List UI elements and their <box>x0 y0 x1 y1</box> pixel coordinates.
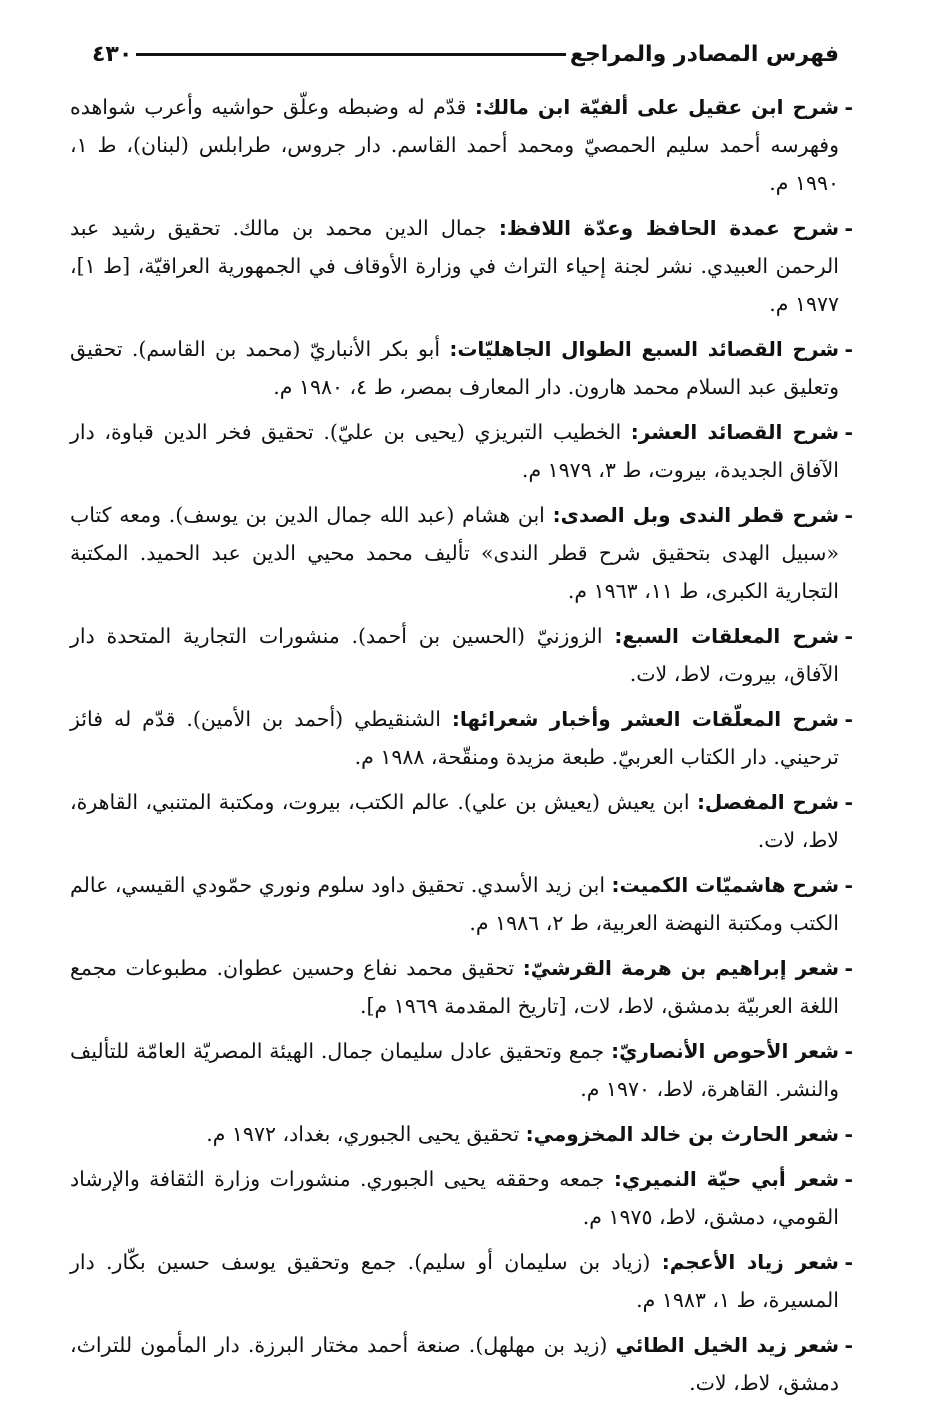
running-header <box>78 34 853 74</box>
bibliography-entry <box>70 617 853 693</box>
page-number: ٤٣٠ <box>92 41 133 67</box>
bibliography-entry <box>70 1115 853 1153</box>
entry-text: جمعه وحققه يحيى الجبوري. منشورات وزارة الثقافة والإرشاد القومي، دمشق، لاط، ١٩٧٥ م. <box>70 1167 839 1229</box>
entry-text: ابن زيد الأسدي. تحقيق داود سلوم ونوري حمّودي القيسي، عالم الكتب ومكتبة النهضة العربية، ط ٢، ١٩٨٦ م. <box>70 873 839 935</box>
bibliography-entry <box>70 88 853 202</box>
bibliography-entry <box>70 1326 853 1402</box>
bibliography-entry <box>70 1243 853 1319</box>
bibliography-entry <box>70 413 853 489</box>
bibliography-entry <box>70 209 853 323</box>
entry-title: شرح ابن عقيل على ألفيّة ابن مالك: <box>474 95 839 119</box>
entry-title: شعر زياد الأعجم: <box>661 1250 839 1274</box>
bibliography-entry <box>70 783 853 859</box>
entry-title: شرح قطر الندى وبل الصدى: <box>552 503 839 527</box>
entry-title: شرح القصائد العشر: <box>630 420 839 444</box>
bibliography-entry <box>70 949 853 1025</box>
bibliography-entry <box>70 330 853 406</box>
entry-text: (زيد بن مهلهل). صنعة أحمد مختار البرزة. دار المأمون للتراث، دمشق، لاط، لات. <box>70 1333 839 1395</box>
bibliography-list <box>70 88 853 1409</box>
entry-text: تحقيق يحيى الجبوري، بغداد، ١٩٧٢ م. <box>206 1122 526 1146</box>
entry-text: جمع وتحقيق عادل سليمان جمال. الهيئة المصريّة العامّة للتأليف والنشر. القاهرة، لاط، ١٩٧٠ م. <box>70 1039 839 1101</box>
entry-text: (زياد بن سليمان أو سليم). جمع وتحقيق يوسف حسين بكّار. دار المسيرة، ط ١، ١٩٨٣ م. <box>70 1250 839 1312</box>
bibliography-entry <box>70 866 853 942</box>
entry-text: الزوزنيّ (الحسين بن أحمد). منشورات التجارية المتحدة دار الآفاق، بيروت، لاط، لات. <box>70 624 839 686</box>
entry-text: تحقيق محمد نفاع وحسين عطوان. مطبوعات مجمع اللغة العربيّة بدمشق، لاط، لات، [تاريخ المقدمة ١٩٦٩ م]. <box>70 956 839 1018</box>
bibliography-entry <box>70 1032 853 1108</box>
entry-title: شعر الحارث بن خالد المخزومي: <box>525 1122 839 1146</box>
entry-title: شرح هاشميّات الكميت: <box>611 873 839 897</box>
bibliography-entry <box>70 496 853 610</box>
header-title: فهرس المصادر والمراجع <box>569 41 839 67</box>
entry-text: جمال الدين محمد بن مالك. تحقيق رشيد عبد الرحمن العبيدي. نشر لجنة إحياء التراث في وزارة الأوقاف في الجمهورية العراقيّة، [ط ١]، ١٩٧٧ م. <box>70 216 839 316</box>
entry-title: شرح القصائد السبع الطوال الجاهليّات: <box>449 337 839 361</box>
entry-text: ابن هشام (عبد الله جمال الدين بن يوسف). ومعه كتاب «سبيل الهدى بتحقيق شرح قطر الندى» تأليف محمد محيي الدين عبد الحميد. المكتبة التجارية الكبرى، ط ١١، ١٩٦٣ م. <box>70 503 839 603</box>
entry-title: شرح المفصل: <box>696 790 839 814</box>
header-rule <box>136 53 566 56</box>
entry-text: أبو بكر الأنباريّ (محمد بن القاسم). تحقيق وتعليق عبد السلام محمد هارون. دار المعارف بمصر، ط ٤، ١٩٨٠ م. <box>70 337 839 399</box>
bibliography-entry <box>70 700 853 776</box>
entry-title: شرح المعلّقات العشر وأخبار شعرائها: <box>451 707 839 731</box>
entry-text: الشنقيطي (أحمد بن الأمين). قدّم له فائز ترحيني. دار الكتاب العربيّ. طبعة مزيدة ومنقّحة، ١٩٨٨ م. <box>70 707 839 769</box>
entry-title: شعر زيد الخيل الطائي <box>615 1333 839 1357</box>
entry-text: قدّم له وضبطه وعلّق حواشيه وأعرب شواهده وفهرسه أحمد سليم الحمصيّ ومحمد أحمد القاسم. دار جروس، طرابلس (لبنان)، ط ١، ١٩٩٠ م. <box>70 95 839 195</box>
bibliography-entry <box>70 1160 853 1236</box>
entry-title: شرح عمدة الحافظ وعدّة اللافظ: <box>498 216 839 240</box>
entry-title: شرح المعلقات السبع: <box>614 624 839 648</box>
entry-title: شعر الأحوص الأنصاريّ: <box>611 1039 839 1063</box>
entry-title: شعر إبراهيم بن هرمة القرشيّ: <box>522 956 840 980</box>
entry-text: ابن يعيش (يعيش بن علي). عالم الكتب، بيروت، ومكتبة المتنبي، القاهرة، لاط، لات. <box>70 790 839 852</box>
entry-text: الخطيب التبريزي (يحيى بن عليّ). تحقيق فخر الدين قباوة، دار الآفاق الجديدة، بيروت، ط ٣، ١٩٧٩ م. <box>70 420 839 482</box>
entry-title: شعر أبي حيّة النميري: <box>613 1167 840 1191</box>
